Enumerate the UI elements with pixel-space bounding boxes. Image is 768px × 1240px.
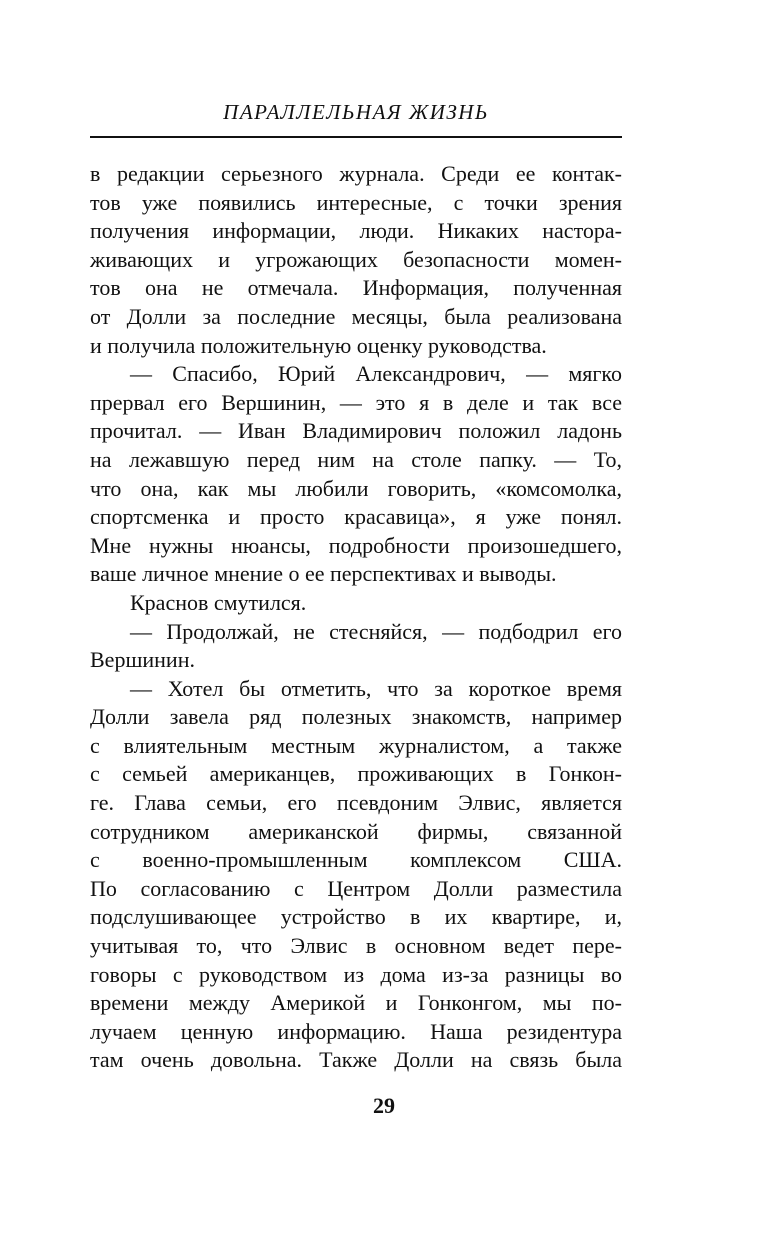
text-line: с семьей американцев, проживающих в Гонкон- <box>90 761 622 787</box>
text-line: Мне нужны нюансы, подробности произошедшего, <box>90 532 622 558</box>
text-line: с военно-промышленным комплексом США. <box>90 847 622 873</box>
text-line: времени между Америкой и Гонконгом, мы по- <box>90 990 622 1016</box>
text-line: Краснов смутился. <box>130 589 307 615</box>
text-line: с влиятельным местным журналистом, а также <box>90 732 622 758</box>
text-line: Долли завела ряд полезных знакомств, например <box>90 704 622 730</box>
text-line: ге. Глава семьи, его псевдоним Элвис, является <box>90 790 622 816</box>
text-line: лучаем ценную информацию. Наша резидентура <box>90 1018 622 1044</box>
text-line: что она, как мы любили говорить, «комсомолка, <box>90 475 622 501</box>
text-line: и получила положительную оценку руководства. <box>90 332 547 358</box>
header-rule <box>90 136 622 138</box>
text-line: — Хотел бы отметить, что за короткое время <box>130 675 622 701</box>
text-line: на лежавшую перед ним на столе папку. — То, <box>90 446 622 472</box>
text-line: там очень довольна. Также Долли на связь была <box>90 1047 622 1073</box>
text-line: подслушивающее устройство в их квартире, и, <box>90 904 622 930</box>
text-line: Вершинин. <box>90 647 195 673</box>
body-text <box>90 160 622 1075</box>
text-line: тов уже появились интересные, с точки зрения <box>90 189 622 215</box>
text-line: прочитал. — Иван Владимирович положил ладонь <box>90 418 622 444</box>
text-line: — Спасибо, Юрий Александрович, — мягко <box>130 361 622 387</box>
text-line: По согласованию с Центром Долли разместила <box>90 875 622 901</box>
text-line: сотрудником американской фирмы, связанной <box>90 818 622 844</box>
text-line: прервал его Вершинин, — это я в деле и так все <box>90 389 622 415</box>
text-line: от Долли за последние месяцы, была реализована <box>90 303 622 329</box>
text-line: тов она не отмечала. Информация, полученная <box>90 275 622 301</box>
text-line: ваше личное мнение о ее перспективах и выводы. <box>90 561 557 587</box>
text-line: говоры с руководством из дома из-за разницы во <box>90 961 622 987</box>
text-line: спортсменка и просто красавица», я уже понял. <box>90 504 622 530</box>
text-line: учитывая то, что Элвис в основном ведет пере- <box>90 933 622 959</box>
page-number: 29 <box>373 1093 395 1118</box>
running-title: ПАРАЛЛЕЛЬНАЯ ЖИЗНЬ <box>223 100 489 124</box>
text-line: в редакции серьезного журнала. Среди ее контак- <box>90 161 622 186</box>
text-line: — Продолжай, не стесняйся, — подбодрил его <box>130 618 622 644</box>
text-line: живающих и угрожающих безопасности момен- <box>90 246 622 272</box>
text-line: получения информации, люди. Никаких настора- <box>90 218 622 244</box>
